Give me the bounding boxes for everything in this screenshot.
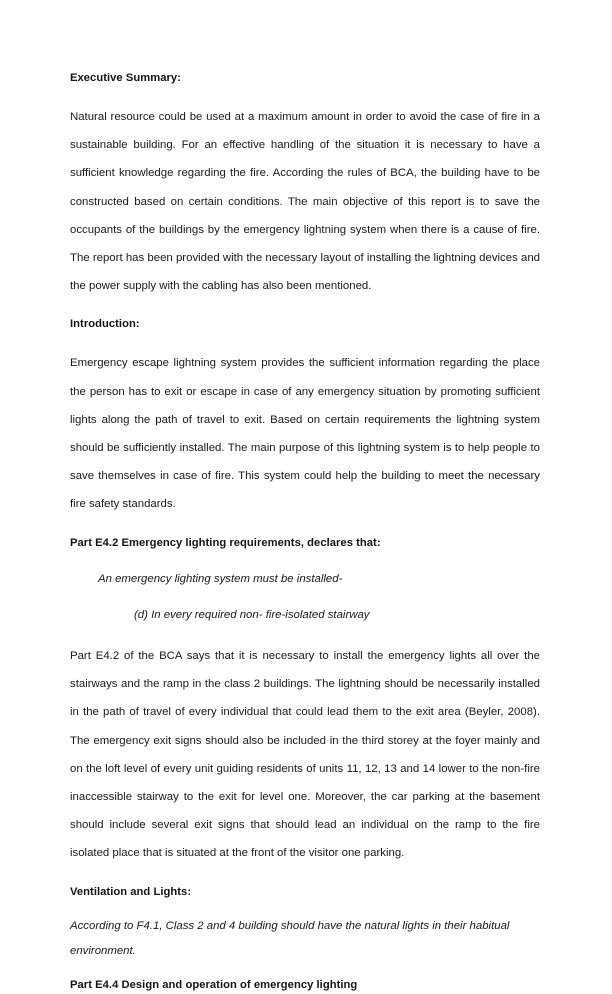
paragraph-ventilation-and-lights: According to F4.1, Class 2 and 4 building should have the natural lights in their habitual environment. xyxy=(70,919,510,957)
spacer xyxy=(70,333,540,349)
spacer xyxy=(70,519,540,535)
heading-ventilation-and-lights: Ventilation and Lights: xyxy=(70,885,192,898)
spacer xyxy=(70,300,540,316)
spacer xyxy=(70,901,540,914)
heading-introduction: Introduction: xyxy=(70,318,140,331)
paragraph-part-e42: Part E4.2 of the BCA says that it is necessary to install the emergency lights all over the stairways and the ramp in the class 2 buildings. The lightning should be necessarily installed in the path of travel of every individual that could lead them to the exit area (Beyler, 2008). The emergency exit signs should also be included in the third storey at the foyer mainly and on the loft level of every unit guiding residents of units 11, 12, 13 and 14 lower to the non-fire inaccessible stairway to the exit for level one. Moreover, the car parking at the basement should include several exit signs that should lead an individual on the ramp to the fire isolated place that is situated at the front of the visitor one parking. xyxy=(70,650,540,860)
heading-executive-summary: Executive Summary: xyxy=(70,72,181,84)
document-body xyxy=(70,70,540,994)
spacer xyxy=(70,964,540,977)
spacer xyxy=(70,87,540,103)
quote-line-clause-d: (d) In every required non- fire-isolated stairway xyxy=(134,608,370,621)
spacer xyxy=(70,593,540,601)
paragraph-executive-summary: Natural resource could be used at a maximum amount in order to avoid the case of fire in a sustainable building. For an effective handling of the situation it is necessary to have a sufficient knowledge regarding the fire. According the rules of BCA, the building have to be constructed based on certain conditions. The main objective of this report is to save the occupants of the buildings by the emergency lightning system when there is a cause of fire. The report has been provided with the necessary layout of installing the lightning devices and the power supply with the cabling has also been mentioned. xyxy=(70,111,540,293)
spacer xyxy=(70,629,540,642)
heading-part-e44: Part E4.4 Design and operation of emergency lighting xyxy=(70,978,358,991)
heading-part-e42: Part E4.2 Emergency lighting requirements, declares that: xyxy=(70,536,381,549)
paragraph-introduction: Emergency escape lightning system provides the sufficient information regarding the place the person has to exit or escape in case of any emergency situation by promoting sufficient lights along the path of travel to exit. Based on certain requirements the lightning system should be sufficiently installed. The main purpose of this lightning system is to help people to save themselves in case of fire. This system could help the building to meet the necessary fire safety standards. xyxy=(70,357,540,511)
spacer xyxy=(70,868,540,884)
quote-line-emergency-lighting-system: An emergency lighting system must be installed- xyxy=(98,572,343,585)
spacer xyxy=(70,552,540,565)
